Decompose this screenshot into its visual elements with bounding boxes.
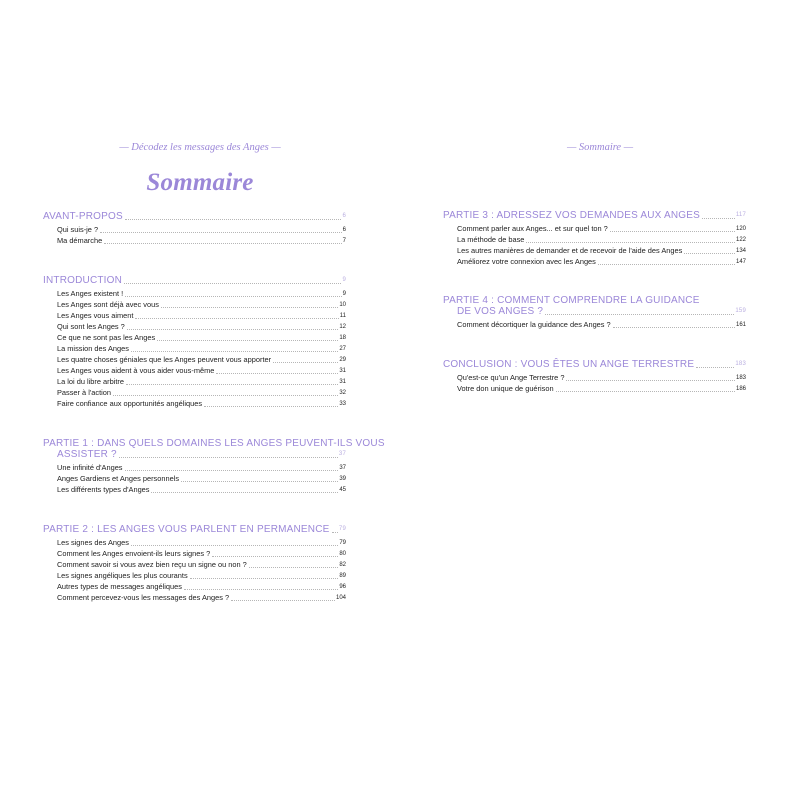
entry-label: La loi du libre arbitre bbox=[57, 377, 124, 386]
leader-dots bbox=[125, 219, 342, 220]
toc-section bbox=[443, 358, 746, 394]
entry-page-number: 134 bbox=[735, 248, 746, 254]
entry-page-number: 37 bbox=[339, 465, 346, 471]
section-title-text: PARTIE 2 : LES ANGES VOUS PARLENT EN PERMANENCE bbox=[43, 524, 330, 535]
entry-label: Comment les Anges envoient-ils leurs signes ? bbox=[57, 549, 211, 558]
entry-page-number: 96 bbox=[339, 584, 346, 590]
entry-page-number: 120 bbox=[735, 226, 746, 232]
entry-page-number: 122 bbox=[735, 237, 746, 243]
entry-page-number: 79 bbox=[339, 540, 346, 546]
entry-label: La méthode de base bbox=[457, 235, 525, 244]
toc-entry bbox=[443, 372, 746, 383]
leader-dots bbox=[566, 380, 735, 381]
entry-page-number: 80 bbox=[339, 551, 346, 557]
entry-label: Les Anges existent ! bbox=[57, 289, 124, 298]
entry-label: Votre don unique de guérison bbox=[457, 384, 554, 393]
section-title bbox=[443, 295, 746, 317]
section-title-text: INTRODUCTION bbox=[43, 275, 123, 286]
section-page-number: 159 bbox=[735, 308, 746, 314]
leader-dots bbox=[113, 395, 338, 396]
entry-label: Qui suis-je ? bbox=[57, 225, 99, 234]
toc-entry bbox=[43, 224, 346, 235]
entry-page-number: 104 bbox=[335, 595, 346, 601]
toc-entry bbox=[43, 387, 346, 398]
leader-dots bbox=[249, 567, 339, 568]
toc-entry bbox=[43, 537, 346, 548]
toc-entry bbox=[43, 548, 346, 559]
entry-page-number: 186 bbox=[735, 386, 746, 392]
entry-label: Comment parler aux Anges... et sur quel ton ? bbox=[457, 224, 608, 233]
leader-dots bbox=[127, 329, 339, 330]
leader-dots bbox=[696, 367, 734, 368]
toc-entry bbox=[43, 376, 346, 387]
entry-label: Faire confiance aux opportunités angéliques bbox=[57, 399, 203, 408]
section-title bbox=[43, 438, 385, 460]
toc-entry bbox=[43, 484, 346, 495]
section-title-text: AVANT-PROPOS bbox=[43, 211, 123, 222]
entry-label: Qui sont les Anges ? bbox=[57, 322, 125, 331]
section-title-line1: PARTIE 4 : COMMENT COMPRENDRE LA GUIDANCE bbox=[443, 295, 700, 306]
entry-page-number: 18 bbox=[339, 335, 346, 341]
toc-entry bbox=[443, 256, 746, 267]
entry-page-number: 31 bbox=[339, 368, 346, 374]
entry-page-number: 6 bbox=[342, 227, 346, 233]
entry-page-number: 39 bbox=[339, 476, 346, 482]
leader-dots bbox=[131, 351, 338, 352]
entry-page-number: 29 bbox=[339, 357, 346, 363]
entry-label: Les Anges vous aiment bbox=[57, 311, 134, 320]
entry-label: Ma démarche bbox=[57, 236, 103, 245]
leader-dots bbox=[212, 556, 338, 557]
entry-label: Une infinité d'Anges bbox=[57, 463, 123, 472]
leader-dots bbox=[100, 232, 342, 233]
toc-entry bbox=[43, 592, 346, 603]
toc-entry bbox=[43, 299, 346, 310]
entry-label: Comment percevez-vous les messages des Anges ? bbox=[57, 593, 230, 602]
entry-page-number: 89 bbox=[339, 573, 346, 579]
leader-dots bbox=[273, 362, 338, 363]
leader-dots bbox=[135, 318, 338, 319]
toc-entry bbox=[43, 332, 346, 343]
entry-page-number: 10 bbox=[339, 302, 346, 308]
toc-entry bbox=[43, 398, 346, 409]
leader-dots bbox=[610, 231, 735, 232]
section-page-number: 117 bbox=[735, 212, 746, 218]
leader-dots bbox=[119, 457, 338, 458]
leader-dots bbox=[556, 391, 735, 392]
toc-entry bbox=[43, 235, 346, 246]
section-title-line2 bbox=[43, 449, 346, 460]
toc-entry bbox=[43, 570, 346, 581]
toc-entry bbox=[443, 223, 746, 234]
section-title bbox=[443, 209, 746, 221]
toc-entry bbox=[43, 310, 346, 321]
leader-dots bbox=[598, 264, 735, 265]
toc-section bbox=[43, 210, 346, 246]
toc-entry bbox=[43, 581, 346, 592]
toc-right bbox=[443, 209, 746, 394]
section-page-number: 9 bbox=[342, 277, 346, 283]
toc-entry bbox=[43, 473, 346, 484]
entry-label: Les autres manières de demander et de recevoir de l'aide des Anges bbox=[457, 246, 683, 255]
right-page bbox=[400, 0, 800, 800]
toc-entry bbox=[443, 234, 746, 245]
section-title-text2: ASSISTER ? bbox=[57, 449, 117, 460]
toc-entry bbox=[43, 559, 346, 570]
entry-page-number: 31 bbox=[339, 379, 346, 385]
page-title: Sommaire bbox=[146, 169, 254, 196]
toc-entry bbox=[43, 462, 346, 473]
entry-page-number: 12 bbox=[339, 324, 346, 330]
entry-page-number: 9 bbox=[342, 291, 346, 297]
leader-dots bbox=[184, 589, 338, 590]
entry-label: Anges Gardiens et Anges personnels bbox=[57, 474, 180, 483]
leader-dots bbox=[181, 481, 338, 482]
section-title-line1: PARTIE 1 : DANS QUELS DOMAINES LES ANGES PEUVENT-ILS VOUS bbox=[43, 438, 385, 449]
leader-dots bbox=[104, 243, 341, 244]
section-page-number: 37 bbox=[338, 451, 346, 457]
entry-label: Passer à l'action bbox=[57, 388, 111, 397]
entry-label: Ce que ne sont pas les Anges bbox=[57, 333, 156, 342]
entry-label: Qu'est-ce qu'un Ange Terrestre ? bbox=[457, 373, 565, 382]
running-head-right: — Sommaire — bbox=[566, 142, 634, 153]
toc-section bbox=[443, 209, 746, 267]
leader-dots bbox=[151, 492, 338, 493]
toc-entry bbox=[443, 319, 746, 330]
section-page-number: 6 bbox=[342, 213, 346, 219]
toc-entry bbox=[43, 288, 346, 299]
entry-label: Comment savoir si vous avez bien reçu un signe ou non ? bbox=[57, 560, 247, 569]
section-title-text: PARTIE 3 : ADRESSEZ VOS DEMANDES AUX ANGES bbox=[443, 210, 700, 221]
leader-dots bbox=[190, 578, 339, 579]
section-title-text: CONCLUSION : VOUS ÊTES UN ANGE TERRESTRE bbox=[443, 359, 695, 370]
entry-label: Les signes des Anges bbox=[57, 538, 129, 547]
toc-entry bbox=[443, 245, 746, 256]
running-head-left: — Décodez les messages des Anges — bbox=[119, 142, 281, 153]
section-title bbox=[43, 210, 346, 222]
entry-page-number: 45 bbox=[339, 487, 346, 493]
section-page-number: 79 bbox=[338, 526, 346, 532]
entry-label: Comment décortiquer la guidance des Anges ? bbox=[457, 320, 611, 329]
entry-page-number: 32 bbox=[339, 390, 346, 396]
leader-dots bbox=[526, 242, 735, 243]
entry-label: Les Anges sont déjà avec vous bbox=[57, 300, 159, 309]
section-title bbox=[43, 523, 346, 535]
leader-dots bbox=[684, 253, 735, 254]
leader-dots bbox=[216, 373, 338, 374]
leader-dots bbox=[545, 314, 734, 315]
entry-page-number: 147 bbox=[735, 259, 746, 265]
entry-label: Les signes angéliques les plus courants bbox=[57, 571, 188, 580]
section-title-text2: DE VOS ANGES ? bbox=[457, 306, 544, 317]
section-page-number: 183 bbox=[735, 361, 746, 367]
entry-page-number: 11 bbox=[339, 313, 346, 319]
toc-entry bbox=[443, 383, 746, 394]
leader-dots bbox=[332, 532, 338, 533]
entry-label: Améliorez votre connexion avec les Anges bbox=[457, 257, 596, 266]
section-title bbox=[443, 358, 746, 370]
entry-label: Autres types de messages angéliques bbox=[57, 582, 182, 591]
entry-page-number: 33 bbox=[339, 401, 346, 407]
entry-page-number: 7 bbox=[342, 238, 346, 244]
entry-label: Les Anges vous aident à vous aider vous-même bbox=[57, 366, 215, 375]
leader-dots bbox=[131, 545, 338, 546]
leader-dots bbox=[161, 307, 338, 308]
leader-dots bbox=[613, 327, 735, 328]
leader-dots bbox=[702, 218, 735, 219]
leader-dots bbox=[126, 384, 338, 385]
leader-dots bbox=[157, 340, 338, 341]
leader-dots bbox=[125, 470, 339, 471]
toc-entry bbox=[43, 321, 346, 332]
entry-label: La mission des Anges bbox=[57, 344, 129, 353]
entry-label: Les différents types d'Anges bbox=[57, 485, 150, 494]
leader-dots bbox=[124, 283, 341, 284]
toc-left bbox=[43, 210, 385, 603]
toc-entry bbox=[43, 354, 346, 365]
entry-page-number: 27 bbox=[339, 346, 346, 352]
toc-entry bbox=[43, 343, 346, 354]
toc-section bbox=[443, 295, 746, 330]
section-title bbox=[43, 274, 346, 286]
toc-entry bbox=[43, 365, 346, 376]
entry-page-number: 82 bbox=[339, 562, 346, 568]
toc-section bbox=[43, 274, 346, 409]
section-title-line2 bbox=[443, 306, 746, 317]
entry-page-number: 183 bbox=[735, 375, 746, 381]
leader-dots bbox=[231, 600, 335, 601]
entry-label: Les quatre choses géniales que les Anges peuvent vous apporter bbox=[57, 355, 272, 364]
leader-dots bbox=[125, 296, 342, 297]
entry-page-number: 161 bbox=[735, 322, 746, 328]
leader-dots bbox=[204, 406, 338, 407]
toc-section bbox=[43, 438, 385, 495]
toc-section bbox=[43, 523, 346, 603]
